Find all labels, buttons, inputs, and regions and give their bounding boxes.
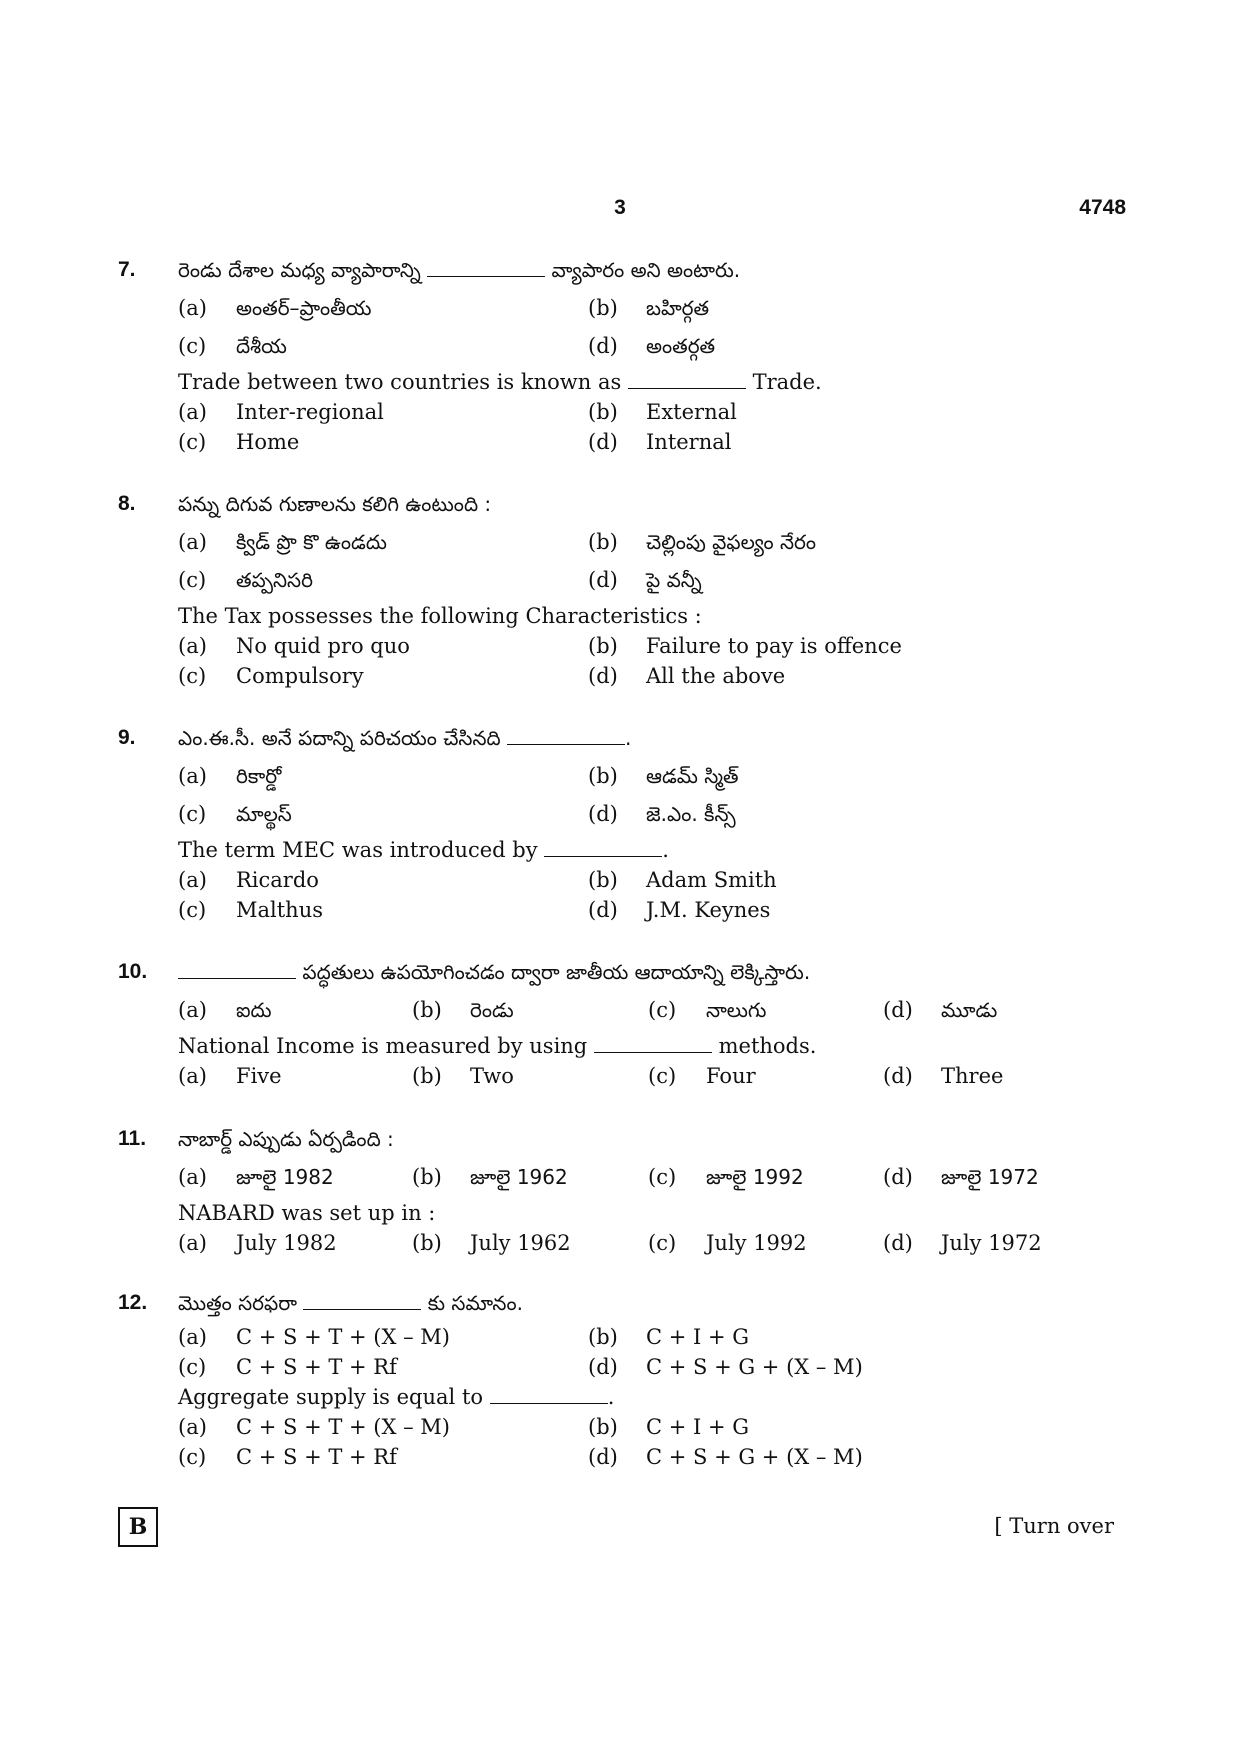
option-telugu-b: (b) చెల్లింపు వైఫల్యం నేరం [588,530,817,554]
option-english-b: (b) Failure to pay is offence [588,634,902,658]
option-english-b: (b) C + I + G [588,1415,750,1439]
answer-blank [628,387,746,389]
question-text-english: Trade between two countries is known as Trade. [178,370,822,394]
option-english-b: (b) External [588,400,737,424]
answer-blank [490,1402,608,1404]
question-text-english: National Income is measured by using methods. [178,1034,817,1058]
option-english-a: (a) C + S + T + (X – M) [178,1415,450,1439]
option-english-c: (c) Compulsory [178,664,364,688]
question-number: 7. [118,258,136,281]
option-english-a: (a) Inter-regional [178,400,384,424]
page-number: 3 [614,196,626,219]
option-telugu-a: (a) క్విడ్ ప్రొ కొ ఉండదు [178,530,387,554]
option-telugu-c: (c) నాలుగు [648,998,767,1022]
option-telugu-c: (c) జూలై 1992 [648,1165,804,1189]
option-telugu-b: (b) బహిర్గత [588,296,710,320]
option-english-a: (a) Ricardo [178,868,319,892]
question-text-telugu: మొత్తం సరఫరా కు సమానం. [178,1291,523,1315]
option-telugu-b: (b) C + I + G [588,1325,750,1349]
option-telugu-c: (c) తప్పనిసరి [178,568,313,592]
option-telugu-c: (c) దేశీయ [178,334,287,358]
option-telugu-d: (d) పై వన్నీ [588,568,702,592]
option-telugu-d: (d) జూలై 1972 [883,1165,1039,1189]
answer-blank [594,1051,712,1053]
option-telugu-a: (a) రికార్డో [178,764,282,788]
question-text-telugu: నాబార్డ్ ఎప్పుడు ఏర్పడింది : [178,1127,394,1151]
option-telugu-c: (c) C + S + T + Rf [178,1355,397,1379]
question-text-english: The Tax possesses the following Characteristics : [178,604,702,628]
option-english-b: (b) Adam Smith [588,868,777,892]
option-telugu-d: (d) అంతర్గత [588,334,716,358]
turn-over-note: [ Turn over [994,1514,1114,1538]
option-english-a: (a) No quid pro quo [178,634,410,658]
option-telugu-a: (a) ఐదు [178,998,272,1022]
option-english-d: (d) C + S + G + (X – M) [588,1445,863,1469]
question-number: 9. [118,726,136,749]
option-english-d: (d) Three [883,1064,1004,1088]
question-text-telugu: రెండు దేశాల మధ్య వ్యాపారాన్ని వ్యాపారం అని అంటారు. [178,258,741,282]
option-english-c: (c) C + S + T + Rf [178,1445,397,1469]
option-english-d: (d) July 1972 [883,1231,1042,1255]
question-text-english: Aggregate supply is equal to . [178,1385,615,1409]
option-telugu-d: (d) C + S + G + (X – M) [588,1355,863,1379]
option-telugu-d: (d) జె.ఎం. కీన్స్ [588,802,736,826]
option-english-c: (c) Home [178,430,300,454]
option-telugu-a: (a) C + S + T + (X – M) [178,1325,450,1349]
option-english-b: (b) July 1962 [412,1231,571,1255]
question-number: 8. [118,492,136,515]
answer-blank [303,1308,421,1310]
question-number: 10. [118,960,148,983]
question-text-english: The term MEC was introduced by . [178,838,669,862]
option-telugu-c: (c) మాల్థస్ [178,802,292,826]
booklet-series-badge: B [118,1507,158,1547]
option-english-d: (d) All the above [588,664,786,688]
question-text-telugu: పద్ధతులు ఉపయోగించడం ద్వారా జాతీయ ఆదాయాన్ని లెక్కిస్తారు. [178,960,810,989]
option-english-d: (d) J.M. Keynes [588,898,771,922]
option-english-a: (a) July 1982 [178,1231,337,1255]
option-telugu-b: (b) ఆడమ్ స్మిత్ [588,764,739,788]
option-english-d: (d) Internal [588,430,732,454]
answer-blank [427,275,545,277]
option-english-b: (b) Two [412,1064,514,1088]
paper-code: 4748 [1079,196,1126,219]
option-english-c: (c) July 1992 [648,1231,807,1255]
option-telugu-a: (a) అంతర్–ప్రాంతీయ [178,296,372,320]
answer-blank [178,977,296,979]
option-telugu-b: (b) జూలై 1962 [412,1165,568,1189]
question-number: 12. [118,1291,148,1314]
option-telugu-b: (b) రెండు [412,998,514,1022]
answer-blank [544,855,662,857]
option-english-c: (c) Four [648,1064,756,1088]
question-text-telugu: ఎం.ఈ.సీ. అనే పదాన్ని పరిచయం చేసినది . [178,726,632,750]
option-telugu-a: (a) జూలై 1982 [178,1165,334,1189]
option-english-c: (c) Malthus [178,898,324,922]
answer-blank [507,743,625,745]
question-text-english: NABARD was set up in : [178,1201,436,1225]
option-telugu-d: (d) మూడు [883,998,998,1022]
question-text-telugu: పన్ను దిగువ గుణాలను కలిగి ఉంటుంది : [178,492,492,516]
option-english-a: (a) Five [178,1064,282,1088]
question-number: 11. [118,1127,147,1150]
